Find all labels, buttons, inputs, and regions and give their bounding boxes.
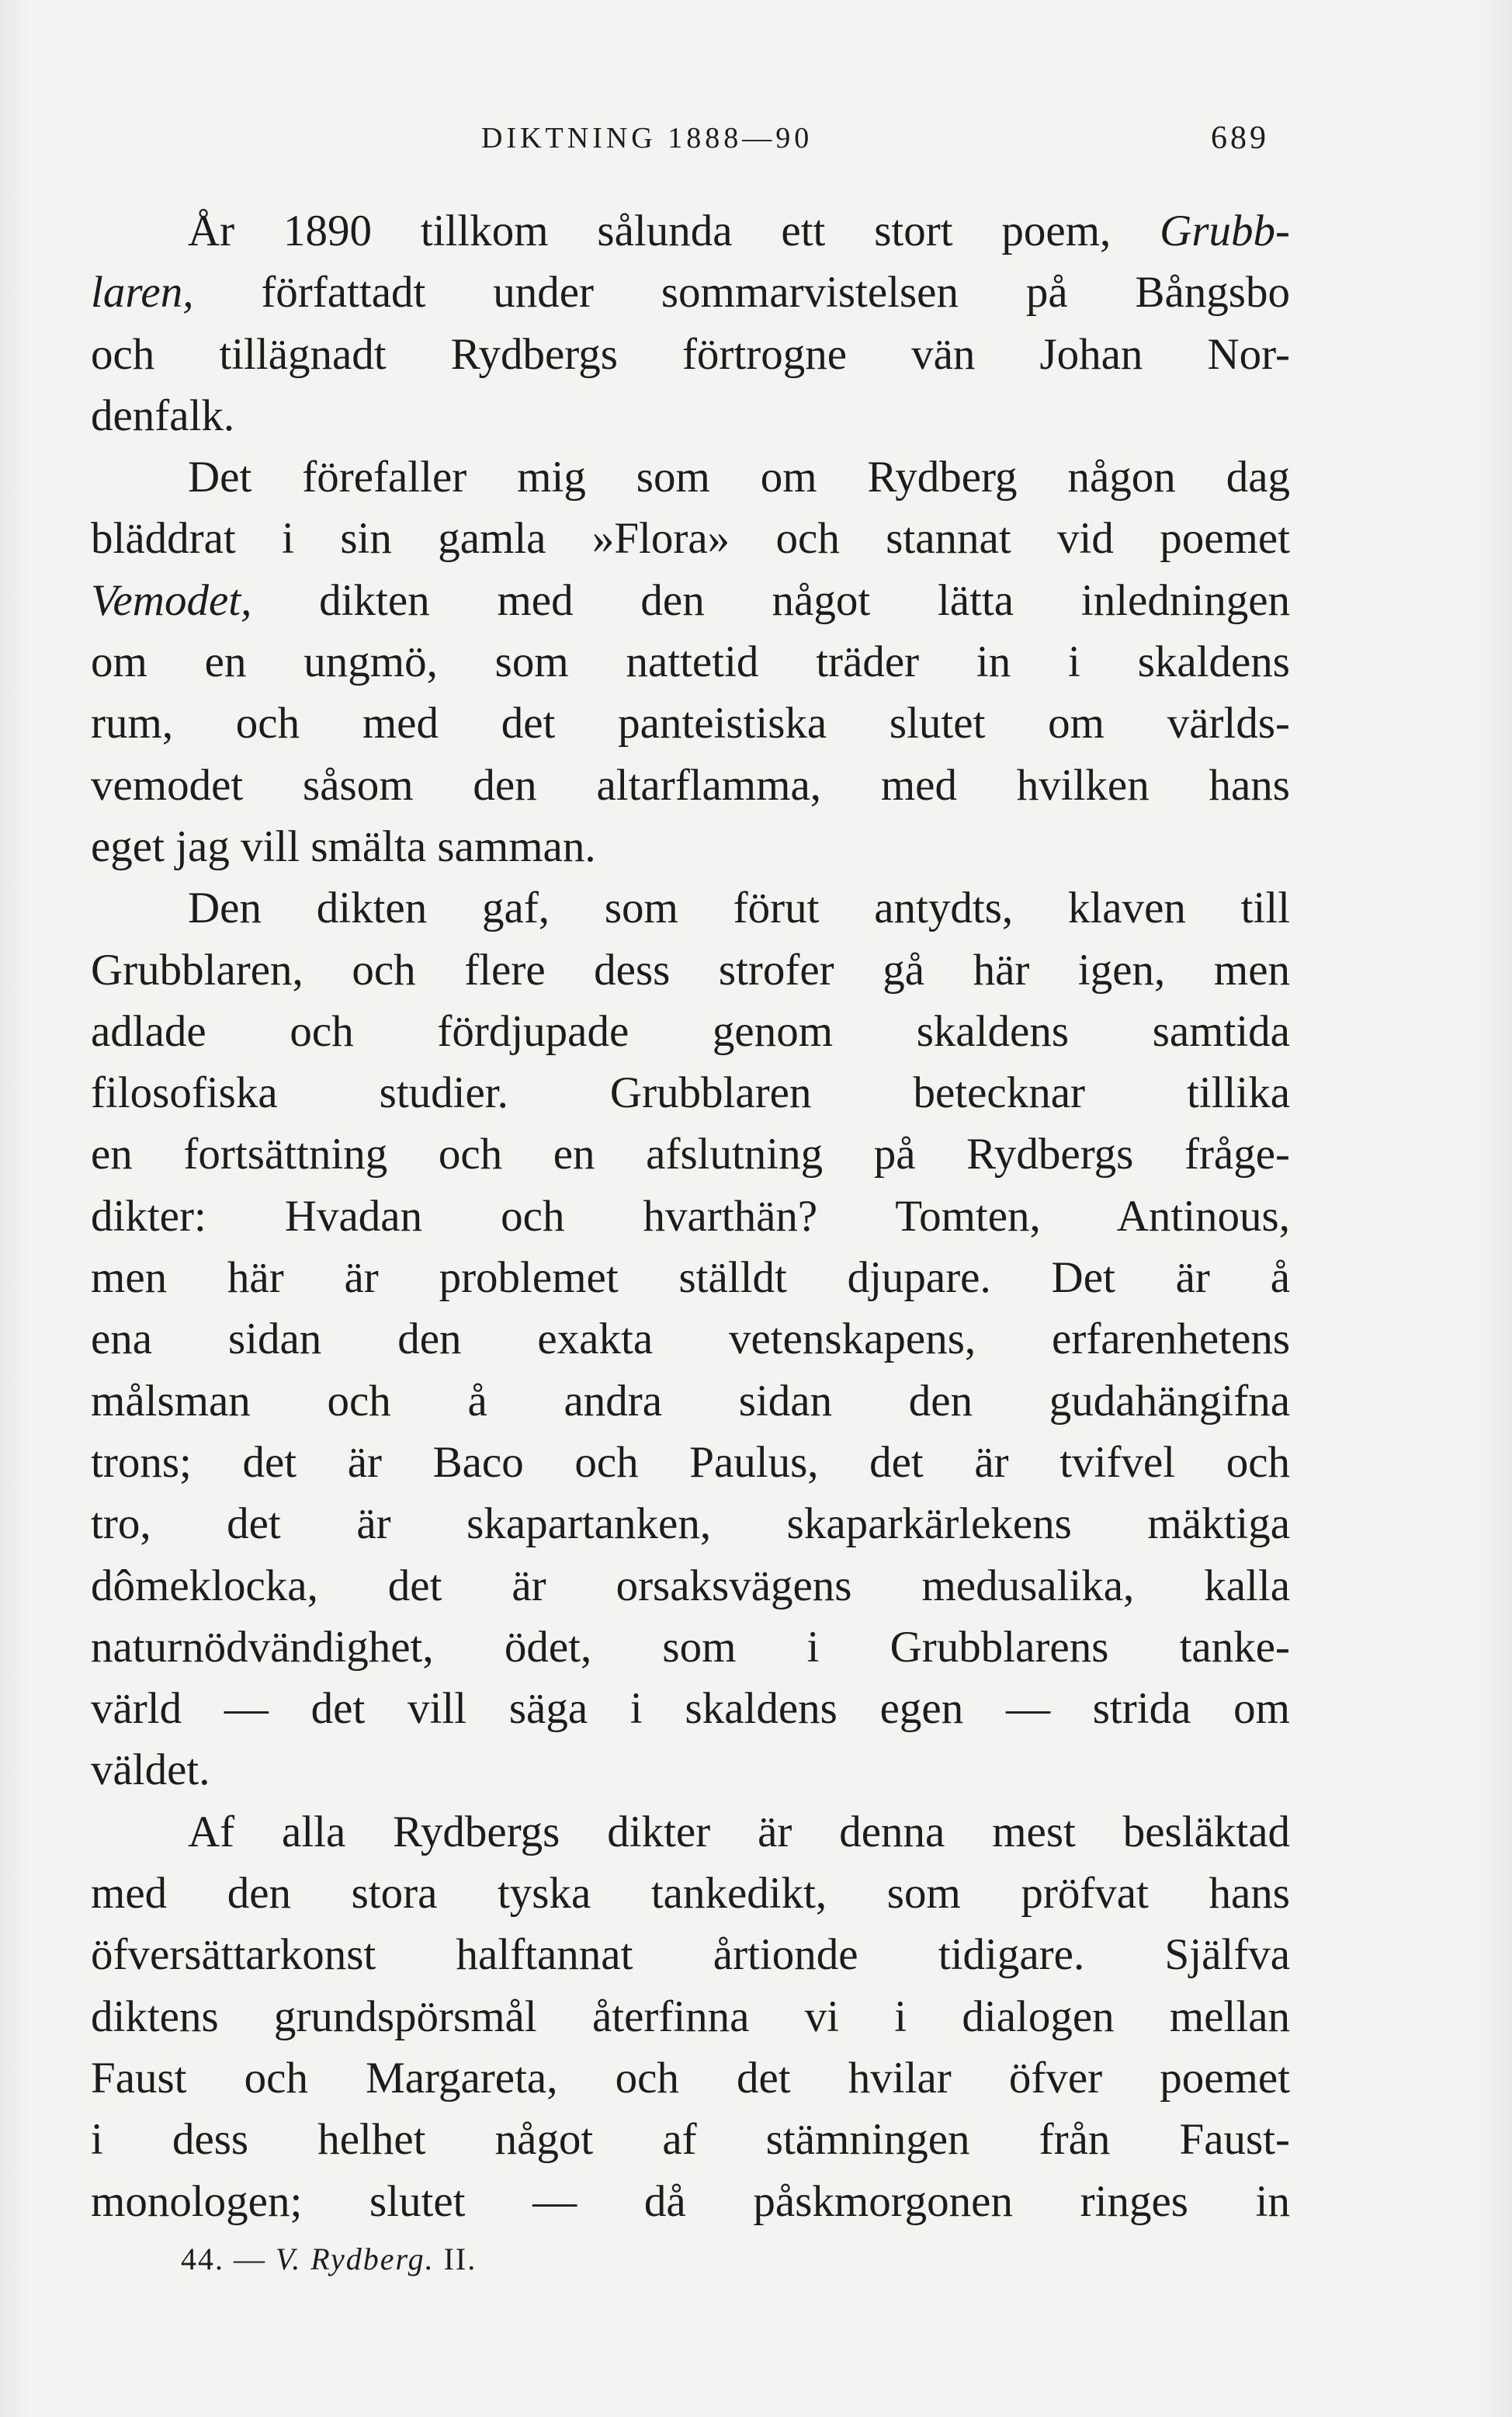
- text-line: tro, det är skapartanken, skaparkärlekens mäktiga: [91, 1499, 1290, 1549]
- text-line: adlade och fördjupade genom skaldens samtida: [91, 1006, 1290, 1056]
- signature-number: 44.: [181, 2242, 224, 2276]
- signature-dash: —: [234, 2242, 266, 2276]
- text-line: Faust och Margareta, och det hvilar öfver poemet: [91, 2053, 1290, 2103]
- page-header: [0, 115, 1512, 161]
- text-line: om en ungmö, som nattetid träder in i skaldens: [91, 637, 1290, 687]
- text-line: vemodet såsom den altarflamma, med hvilken hans: [91, 760, 1290, 810]
- text-line: diktens grundspörsmål återfinna vi i dialogen mellan: [91, 1992, 1290, 2041]
- text-line: Det förefaller mig som om Rydberg någon dag: [188, 453, 1290, 502]
- title-grubblaren-part2: laren,: [91, 268, 194, 318]
- text-line: öfversättarkonst halftannat årtionde tidigare. Själfva: [91, 1930, 1290, 1980]
- signature-volume: II.: [443, 2242, 477, 2276]
- title-vemodet: Vemodet,: [91, 575, 252, 625]
- text-line: naturnödvändighet, ödet, som i Grubblarens tanke-: [91, 1622, 1290, 1672]
- text-line: filosofiska studier. Grubblaren betecknar tillika: [91, 1068, 1290, 1118]
- signature-author: V. Rydberg.: [276, 2242, 435, 2276]
- text-line: en fortsättning och en afslutning på Rydbergs fråge-: [91, 1130, 1290, 1179]
- running-head: DIKTNING 1888—90: [481, 122, 813, 155]
- text-line: Grubblaren, och flere dess strofer gå här igen, men: [91, 945, 1290, 995]
- text-line: men här är problemet ställdt djupare. Det är å: [91, 1253, 1290, 1303]
- text-line: trons; det är Baco och Paulus, det är tvifvel och: [91, 1437, 1290, 1487]
- page-number: 689: [1211, 120, 1269, 156]
- text-line: med den stora tyska tankedikt, som pröfvat hans: [91, 1869, 1290, 1919]
- text-line: dikter: Hvadan och hvarthän? Tomten, Antinous,: [91, 1191, 1290, 1241]
- text-line: eget jag vill smälta samman.: [91, 821, 596, 871]
- text-line: Vemodet, dikten med den något lätta inledningen: [91, 575, 1290, 625]
- text-line: denfalk.: [91, 391, 235, 440]
- signature-mark: [181, 2236, 477, 2283]
- text-line: bläddrat i sin gamla »Flora» och stannat vid poemet: [91, 514, 1290, 564]
- text-line: Den dikten gaf, som förut antydts, klaven till: [188, 884, 1290, 933]
- text-line: ena sidan den exakta vetenskapens, erfarenhetens: [91, 1314, 1290, 1364]
- text-line: och tillägnadt Rydbergs förtrogne vän Johan Nor-: [91, 329, 1290, 379]
- text-line: värld — det vill säga i skaldens egen — strida om: [91, 1684, 1290, 1734]
- title-grubblaren-part1: Grubb-: [1160, 207, 1290, 255]
- text-line: År 1890 tillkom sålunda ett stort poem, Grubb-: [188, 207, 1290, 255]
- text-line: väldet.: [91, 1745, 210, 1795]
- text-line: monologen; slutet — då påskmorgonen ringes in: [91, 2176, 1290, 2226]
- text-line: Af alla Rydbergs dikter är denna mest besläktad: [188, 1807, 1290, 1856]
- text-line: dômeklocka, det är orsaksvägens medusalika, kalla: [91, 1561, 1290, 1610]
- text-line: målsman och å andra sidan den gudahängifna: [91, 1376, 1290, 1426]
- text-line: i dess helhet något af stämningen från Faust-: [91, 2115, 1290, 2165]
- text-line: laren, författadt under sommarvistelsen på Bångsbo: [91, 268, 1290, 318]
- text-line: rum, och med det panteistiska slutet om världs-: [91, 699, 1290, 748]
- body-text: [91, 200, 1290, 2232]
